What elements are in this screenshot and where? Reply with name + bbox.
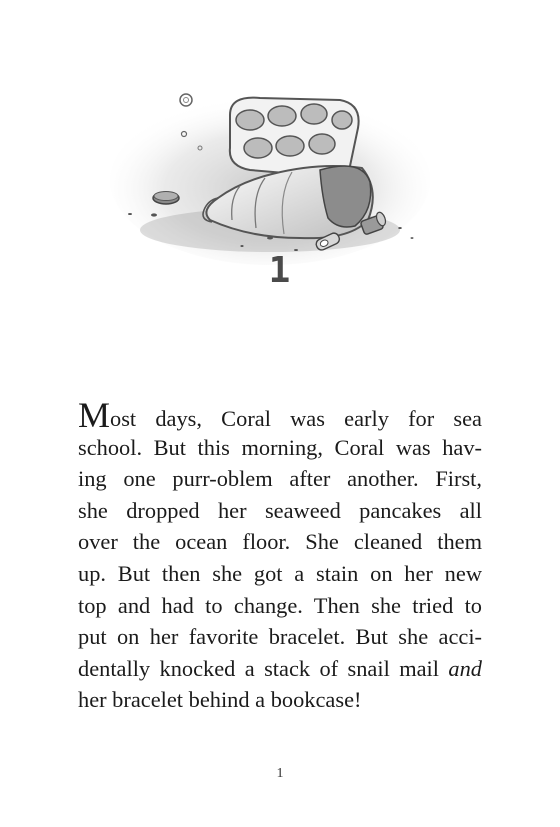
text-line: up. But then she got a stain on her new bbox=[78, 560, 482, 586]
text-line: ing one purr-oblem after another. First, bbox=[78, 466, 482, 492]
seashell-with-plastic-ring-icon bbox=[100, 70, 430, 270]
body-paragraph bbox=[78, 395, 482, 716]
drop-cap: M bbox=[78, 395, 111, 435]
emphasis-word: and bbox=[448, 655, 482, 681]
text-line: school. But this morning, Coral was hav- bbox=[78, 434, 482, 460]
text-line: put on her favorite bracelet. But she acci- bbox=[78, 624, 482, 650]
chapter-illustration bbox=[100, 70, 430, 270]
text-line: she dropped her seaweed pancakes all bbox=[78, 497, 482, 523]
text-line: top and had to change. Then she tried to bbox=[78, 592, 482, 618]
text-line: her bracelet behind a bookcase! bbox=[78, 687, 362, 713]
text-line: dentally knocked a stack of snail mail and bbox=[78, 655, 482, 681]
page-number: 1 bbox=[276, 766, 284, 781]
chapter-number: 1 bbox=[268, 250, 292, 291]
text-line: over the ocean floor. She cleaned them bbox=[78, 529, 482, 555]
text-line: Most days, Coral was early for sea bbox=[78, 395, 482, 435]
